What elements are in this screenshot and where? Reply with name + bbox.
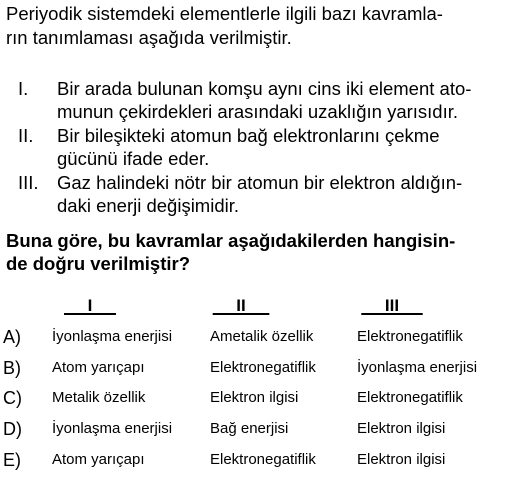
question-line-1: Buna göre, bu kavramlar aşağıdakilerden hangisin- — [6, 230, 456, 251]
option-b-col-ii: Elektronegatiflik — [210, 359, 316, 376]
option-a-col-iii: Elektronegatiflik — [357, 328, 463, 345]
statement-text: Gaz halindeki nötr bir atomun bir elektron aldığın- — [57, 172, 463, 193]
statement-numeral: II. — [18, 125, 34, 146]
option-c-col-iii: Elektronegatiflik — [357, 389, 463, 406]
option-e-col-ii: Elektronegatiflik — [210, 451, 316, 468]
intro-line-1: Periyodik sistemdeki elementlerle ilgili bazı kavramla- — [6, 3, 443, 24]
column-header-i: I — [64, 296, 116, 315]
statement-text: munun çekirdekleri arasındaki uzaklığın yarısıdır. — [57, 101, 459, 122]
statement-text: daki enerji değişimidir. — [57, 195, 240, 216]
option-e-col-i: Atom yarıçapı — [52, 451, 145, 468]
intro-line-2: rın tanımlaması aşağıda verilmiştir. — [6, 27, 292, 48]
statement-text: gücünü ifade eder. — [57, 148, 210, 169]
option-letter[interactable]: C) — [3, 388, 22, 408]
statement-numeral: I. — [18, 78, 29, 99]
option-c-col-ii: Elektron ilgisi — [210, 389, 299, 406]
option-d-col-iii: Elektron ilgisi — [357, 420, 446, 437]
option-b-col-iii: İyonlaşma enerjisi — [357, 359, 478, 376]
option-a-col-ii: Ametalik özellik — [210, 328, 314, 345]
option-letter[interactable]: B) — [3, 358, 21, 378]
option-a-col-i: İyonlaşma enerjisi — [52, 328, 173, 345]
option-b-col-i: Atom yarıçapı — [52, 359, 145, 376]
statement-numeral: III. — [18, 172, 39, 193]
statement-text: Bir arada bulunan komşu aynı cins iki element ato- — [57, 78, 472, 99]
column-header-ii: II — [212, 296, 270, 315]
column-header-iii: III — [361, 296, 423, 315]
option-letter[interactable]: E) — [3, 450, 21, 470]
question-line-2: de doğru verilmiştir? — [6, 253, 191, 274]
option-c-col-i: Metalik özellik — [52, 389, 146, 406]
statement-text: Bir bileşikteki atomun bağ elektronlarını çekme — [57, 125, 440, 146]
option-d-col-ii: Bağ enerjisi — [210, 420, 289, 437]
option-d-col-i: İyonlaşma enerjisi — [52, 420, 173, 437]
option-letter[interactable]: A) — [3, 327, 21, 347]
option-letter[interactable]: D) — [3, 419, 22, 439]
option-e-col-iii: Elektron ilgisi — [357, 451, 446, 468]
